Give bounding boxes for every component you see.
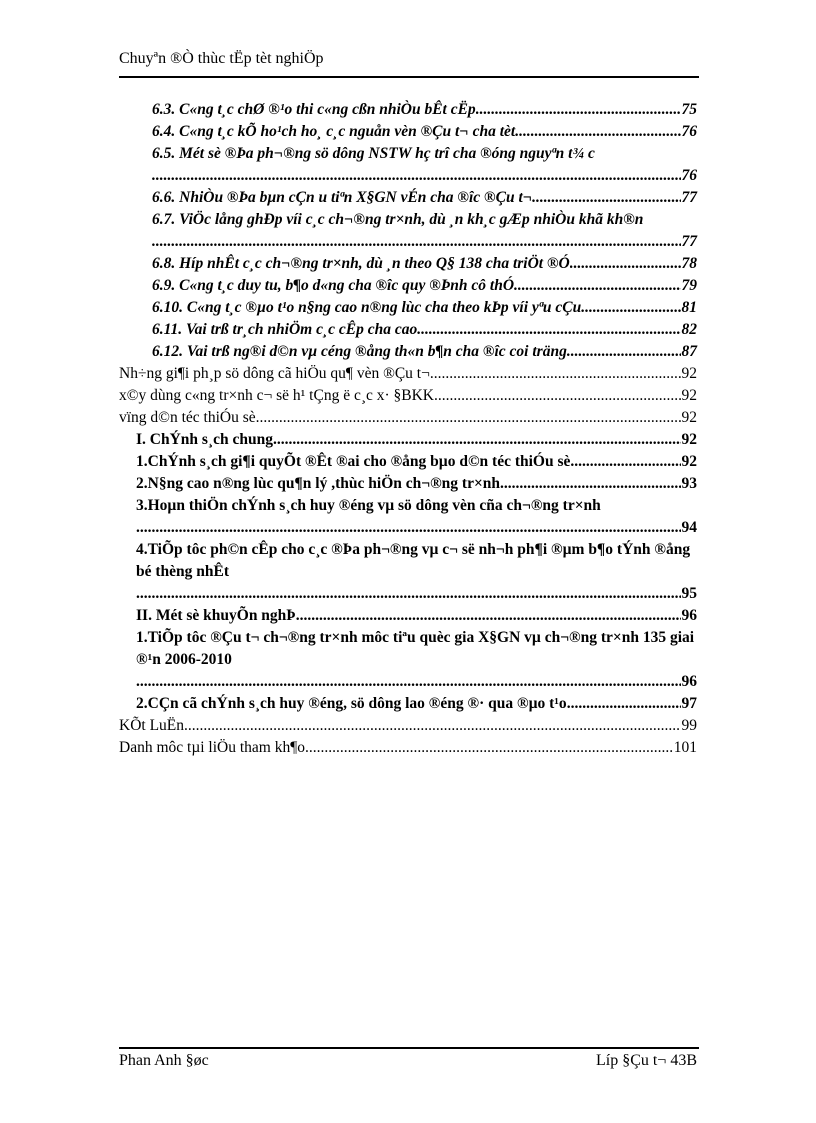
toc-page-number: 87 [681, 343, 697, 360]
toc-entry[interactable] [119, 693, 697, 715]
toc-entry[interactable] [119, 143, 697, 187]
header-rule [119, 76, 699, 78]
toc-entry[interactable] [119, 473, 697, 495]
dot-leader [136, 517, 681, 539]
toc-entry-title: vïng d©n téc thiÓu sè [119, 409, 256, 426]
toc-entry-title: 6.7. ViÖc lång ghÐp víi c¸c ch¬®ng tr×nh, dù ¸n kh¸c gÆp nhiÒu khã kh®n [152, 211, 644, 228]
dot-leader [430, 363, 681, 385]
toc-page-number: 97 [681, 695, 697, 712]
dot-leader [273, 429, 681, 451]
toc-page-number: 96 [681, 673, 697, 690]
toc-entry[interactable] [119, 605, 697, 627]
toc-entry-title: 6.6. NhiÒu ®Þa bµn cÇn u tiªn X§GN vÉn cha ®îc ®Çu t¬ [152, 189, 533, 206]
toc-entry[interactable] [119, 363, 697, 385]
dot-leader [305, 737, 673, 759]
toc-page-number: 76 [681, 123, 697, 140]
toc-entry[interactable] [119, 209, 697, 253]
toc-entry-title: I. ChÝnh s¸ch chung [136, 431, 273, 448]
toc-page-number: 92 [681, 409, 697, 426]
toc-page-number: 93 [681, 475, 697, 492]
toc-entry-title: 1.TiÕp tôc ®Çu t¬ ch¬®ng tr×nh môc tiªu quèc gia X§GN vµ ch¬®ng tr×nh 135 giai ®¹n 2006-2010 [136, 629, 695, 668]
toc-entry-title: 6.12. Vai trß ng®i d©n vµ céng ®ång th«n b¶n cha ®îc coi träng [152, 343, 567, 360]
toc-entry-title: 1.ChÝnh s¸ch gi¶i quyÕt ®Êt ®ai cho ®ång bµo d©n téc thiÓu sè [136, 453, 571, 470]
toc-entry-title: 4.TiÕp tôc ph©n cÊp cho c¸c ®Þa ph¬®ng vµ c¬ së nh¬h ph¶i ®µm b¶o tÝnh ®ång bé thèng nhÊt [136, 541, 691, 580]
toc-page-number: 75 [681, 101, 697, 118]
dot-leader [256, 407, 681, 429]
toc-entry-title: 3.Hoµn thiÖn chÝnh s¸ch huy ®éng vµ sö dông vèn cña ch¬®ng tr×nh [136, 497, 601, 514]
dot-leader [184, 715, 680, 737]
toc-entry[interactable] [119, 407, 697, 429]
toc-entry-title: Nh÷ng gi¶i ph¸p sö dông cã hiÖu qu¶ vèn ®Çu t¬ [119, 365, 430, 382]
toc-entry[interactable] [119, 429, 697, 451]
toc-entry-title: KÕt LuËn [119, 717, 185, 734]
dot-leader [296, 605, 681, 627]
toc-page-number: 96 [681, 607, 697, 624]
toc-entry[interactable] [119, 253, 697, 275]
toc-page-number: 76 [681, 167, 697, 184]
toc-page-number: 79 [681, 277, 697, 294]
page-header: Chuyªn ®Ò thùc tËp tèt nghiÖp [119, 50, 324, 67]
dot-leader [500, 473, 680, 495]
dot-leader [532, 187, 680, 209]
toc-entry[interactable] [119, 737, 697, 759]
toc-entry[interactable] [119, 275, 697, 297]
toc-page-number: 77 [681, 189, 697, 206]
toc-entry[interactable] [119, 187, 697, 209]
toc-entry-title: 2.N§ng cao n®ng lùc qu¶n lý ,thùc hiÖn ch¬®ng tr×nh [136, 475, 501, 492]
toc-entry-title: 6.4. C«ng t¸c kÕ ho¹ch ho¸ c¸c nguån vèn ®Çu t¬ cha tèt [152, 123, 516, 140]
toc-entry[interactable] [119, 99, 697, 121]
toc-entry[interactable] [119, 385, 697, 407]
toc-page-number: 82 [681, 321, 697, 338]
dot-leader [136, 671, 681, 693]
toc-entry-title: 6.5. Mét sè ®Þa ph¬®ng sö dông NSTW hç trî cha ®óng nguyªn t¾ c [152, 145, 595, 162]
dot-leader [476, 99, 681, 121]
dot-leader [570, 451, 680, 473]
dot-leader [567, 341, 681, 363]
toc-page-number: 81 [681, 299, 697, 316]
toc-page-number: 92 [681, 431, 697, 448]
dot-leader [581, 297, 680, 319]
toc-page-number: 77 [681, 233, 697, 250]
toc-page-number: 78 [681, 255, 697, 272]
page-footer [119, 1052, 697, 1070]
toc-entry-title: II. Mét sè khuyÕn nghÞ [136, 607, 296, 624]
footer-author: Phan Anh §øc [119, 1052, 209, 1069]
toc-entry[interactable] [119, 539, 697, 605]
toc-entry[interactable] [119, 627, 697, 693]
toc-entry[interactable] [119, 297, 697, 319]
toc-entry[interactable] [119, 451, 697, 473]
toc-entry-title: 6.3. C«ng t¸c chØ ®¹o thi c«ng cßn nhiÒu bÊt cËp [152, 101, 476, 118]
toc-page-number: 92 [681, 387, 697, 404]
toc-entry-title: Danh môc tµi liÖu tham kh¶o [119, 739, 305, 756]
toc-entry[interactable] [119, 715, 697, 737]
toc-entry[interactable] [119, 319, 697, 341]
toc-entry-title: 6.10. C«ng t¸c ®µo t¹o n§ng cao n®ng lùc cha theo kÞp víi yªu cÇu [152, 299, 582, 316]
toc-entry-title: 6.11. Vai trß tr¸ch nhiÖm c¸c cÊp cha cao [152, 321, 418, 338]
toc-entry-title: 2.CÇn cã chÝnh s¸ch huy ®éng, sö dông lao ®éng ®· qua ®µo t¹o [136, 695, 567, 712]
dot-leader [152, 231, 681, 253]
dot-leader [567, 693, 681, 715]
dot-leader [515, 121, 680, 143]
toc-page-number: 92 [681, 365, 697, 382]
toc-page-number: 94 [681, 519, 697, 536]
toc-page-number: 95 [681, 585, 697, 602]
dot-leader [434, 385, 680, 407]
dot-leader [152, 165, 681, 187]
toc-entry[interactable] [119, 495, 697, 539]
toc-page-number: 101 [673, 739, 697, 756]
toc-entry-title: 6.8. Híp nhÊt c¸c ch¬®ng tr×nh, dù ¸n theo Q§ 138 cha triÖt ®Ó [152, 255, 570, 272]
toc-entry[interactable] [119, 341, 697, 363]
toc-page-number: 92 [681, 453, 697, 470]
dot-leader [570, 253, 681, 275]
toc-entry-title: x©y dùng c«ng tr×nh c¬ së h¹ tÇng ë c¸c x· §BKK [119, 387, 435, 404]
dot-leader [514, 275, 680, 297]
toc-page-number: 99 [681, 717, 697, 734]
dot-leader [417, 319, 680, 341]
toc-entry[interactable] [119, 121, 697, 143]
table-of-contents [119, 99, 697, 759]
footer-class: Líp §Çu t¬ 43B [595, 1052, 697, 1069]
dot-leader [136, 583, 681, 605]
footer-rule [119, 1047, 699, 1049]
toc-entry-title: 6.9. C«ng t¸c duy tu, b¶o d«ng cha ®îc quy ®Þnh cô thÓ [152, 277, 515, 294]
